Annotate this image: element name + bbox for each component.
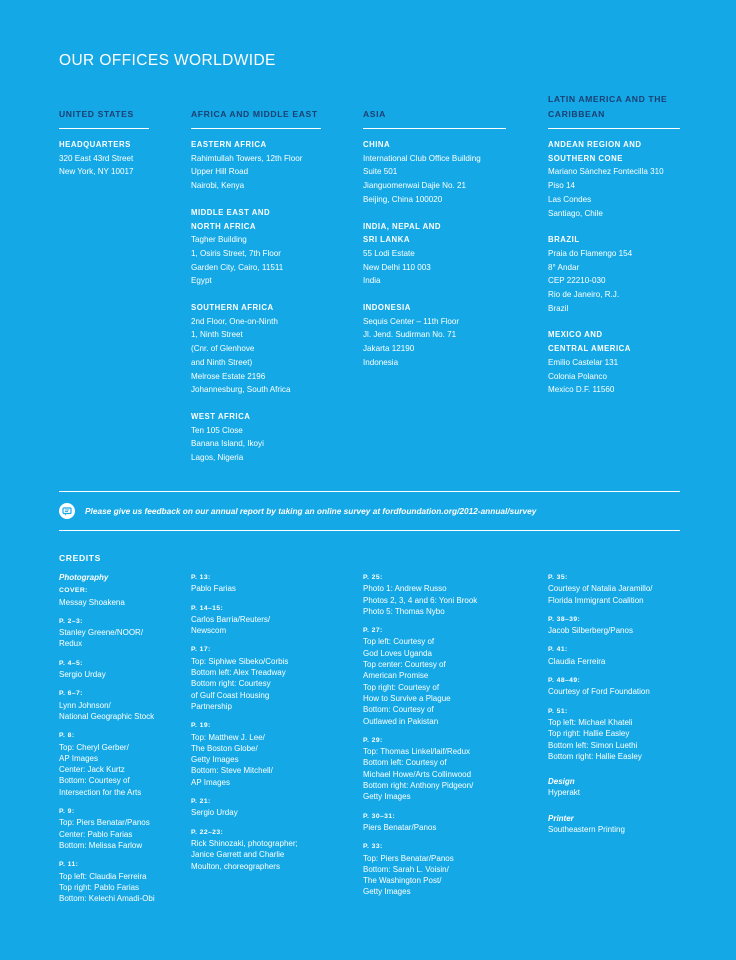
credit-line: Janice Garrett and Charlie — [191, 850, 285, 860]
office-mexico-central-america — [548, 328, 680, 397]
divider-top — [59, 491, 680, 492]
credit-line: Top right: Pablo Farias — [59, 882, 140, 892]
credit-block — [548, 644, 680, 667]
office-name: ANDEAN REGION AND — [548, 140, 642, 149]
credit-line: Top: Cheryl Gerber/ — [59, 742, 129, 752]
credit-block — [363, 735, 513, 803]
credit-line: Top left: Claudia Ferreira — [59, 871, 147, 881]
credit-block — [548, 813, 680, 836]
credit-block — [59, 572, 184, 583]
credit-line: Sergio Urday — [191, 808, 238, 818]
address-line: Banana Island, Ikoyi — [191, 439, 264, 449]
credit-line: Sergio Urday — [59, 670, 106, 680]
credit-line: of Gulf Coast Housing — [191, 690, 270, 700]
credit-subheading: Design — [548, 777, 575, 787]
credit-page: P. 13: — [191, 574, 211, 581]
address-line: New York, NY 10017 — [59, 167, 134, 177]
chat-bubble-icon — [59, 503, 75, 519]
credit-block — [59, 688, 184, 722]
credit-page: P. 14–15: — [191, 604, 224, 612]
office-name: WEST AFRICA — [191, 411, 251, 421]
credit-line: Moulton, choreographers — [191, 861, 280, 871]
credit-page: P. 2–3: — [59, 617, 83, 625]
credit-block — [548, 675, 680, 698]
region-asia — [363, 90, 506, 370]
credit-block — [363, 572, 513, 617]
office-indonesia — [363, 301, 506, 370]
credit-line: AP Images — [59, 753, 98, 763]
address-line: 1, Osiris Street, 7th Floor — [191, 248, 281, 258]
credit-block — [548, 706, 680, 762]
credit-line: Stanley Greene/NOOR/ — [59, 628, 144, 638]
office-name: NORTH AFRICA — [191, 221, 257, 231]
address-line: New Delhi 110 003 — [363, 262, 431, 272]
office-name: EASTERN AFRICA — [191, 140, 267, 149]
credit-page: P. 35: — [548, 574, 568, 581]
credit-block — [363, 841, 513, 897]
region-heading-line: LATIN AMERICA AND — [548, 94, 646, 104]
office-name: BRAZIL — [548, 235, 580, 245]
address-line: and Ninth Street) — [191, 357, 253, 367]
credit-line: Getty Images — [191, 755, 239, 765]
address-line: Rahimtullah Towers, 12th Floor — [191, 153, 303, 163]
address-line: Upper Hill Road — [191, 167, 249, 177]
region-heading-line: AFRICA AND — [191, 109, 250, 119]
credit-page: P. 19: — [191, 722, 211, 730]
credit-page: P. 17: — [191, 646, 211, 654]
credit-line: Intersection for the Arts — [59, 787, 142, 797]
credit-line: God Loves Uganda — [363, 648, 432, 658]
address-line: Praia do Flamengo 154 — [548, 248, 633, 258]
credit-page: P. 11: — [59, 861, 79, 869]
credit-line: The Boston Globe/ — [191, 743, 258, 753]
credit-line: Hyperakt — [548, 788, 581, 798]
credit-page: P. 6–7: — [59, 690, 83, 698]
credit-page: P. 21: — [191, 798, 211, 806]
credit-page: P. 4–5: — [59, 659, 83, 667]
credit-line: Bottom left: Courtesy of — [363, 758, 447, 768]
credit-line: Outlawed in Pakistan — [363, 716, 439, 726]
credit-block — [191, 796, 331, 819]
address-line: Emilio Castelar 131 — [548, 357, 619, 367]
office-name: CHINA — [363, 140, 391, 149]
credit-line: Top: Siphiwe Sibeko/Corbis — [191, 656, 289, 666]
credit-block — [59, 616, 184, 650]
region-heading-line: ASIA — [363, 109, 386, 119]
credit-line: Bottom: Courtesy of — [59, 776, 130, 786]
credit-line: Top: Thomas Linkel/laif/Redux — [363, 747, 471, 757]
credit-page: P. 29: — [363, 736, 383, 744]
credit-line: Bottom right: Courtesy — [191, 679, 271, 689]
office-name: MIDDLE EAST AND — [191, 207, 271, 217]
address-line: 8° Andar — [548, 262, 580, 272]
credit-line: Top: Piers Benatar/Panos — [363, 853, 454, 863]
address-line: Jianguomenwai Dajie No. 21 — [363, 181, 467, 191]
credits-column-3 — [363, 572, 513, 906]
credit-line: Top left: Courtesy of — [363, 637, 435, 647]
office-andean-southern-cone — [548, 138, 680, 220]
region-heading — [59, 90, 149, 129]
credit-line: Courtesy of Natalia Jaramillo/ — [548, 584, 653, 594]
region-heading-line: UNITED STATES — [59, 109, 134, 119]
credit-line: Photo 1: Andrew Russo — [363, 584, 447, 594]
address-line: Jl. Jend. Sudirman No. 71 — [363, 330, 457, 340]
office-name: MEXICO AND — [548, 330, 603, 340]
office-west-africa — [191, 410, 321, 465]
credits-column-1 — [59, 572, 184, 912]
office-name: SRI LANKA — [363, 235, 410, 245]
region-heading-line: MIDDLE EAST — [252, 109, 318, 119]
credit-line: Bottom: Melissa Farlow — [59, 840, 143, 850]
office-china — [363, 138, 506, 207]
credit-block — [59, 658, 184, 681]
credits-title: CREDITS — [59, 553, 101, 563]
credit-page: P. 22–23: — [191, 828, 224, 836]
credit-line: Southeastern Printing — [548, 825, 625, 835]
credit-line: Carlos Barria/Reuters/ — [191, 614, 271, 624]
address-line: International Club Office Building — [363, 153, 481, 163]
credit-line: Rick Shinozaki, photographer; — [191, 838, 298, 848]
address-line: Melrose Estate 2196 — [191, 371, 266, 381]
credit-line: Center: Pablo Farias — [59, 829, 133, 839]
credit-page: P. 30–31: — [363, 812, 396, 820]
credit-line: Top right: Hallie Easley — [548, 729, 630, 739]
credit-line: Bottom right: Hallie Easley — [548, 751, 642, 761]
credit-line: Getty Images — [363, 792, 411, 802]
region-heading — [548, 90, 680, 129]
address-line: Tagher Building — [191, 235, 247, 245]
credit-block — [548, 776, 680, 799]
address-line: Indonesia — [363, 357, 399, 367]
credit-line: Lynn Johnson/ — [59, 700, 111, 710]
office-name: SOUTHERN AFRICA — [191, 303, 274, 313]
office-name: SOUTHERN CONE — [548, 153, 623, 163]
credit-page: P. 27: — [363, 627, 383, 635]
credit-block — [191, 644, 331, 712]
credit-line: Messay Shoakena — [59, 597, 125, 607]
credit-line: Top: Piers Benatar/Panos — [59, 818, 150, 828]
address-line: Santiago, Chile — [548, 208, 603, 218]
address-line: Las Condes — [548, 194, 592, 204]
address-line: Ten 105 Close — [191, 425, 243, 435]
credit-block — [548, 572, 680, 606]
region-heading — [363, 90, 506, 129]
address-line: Brazil — [548, 303, 569, 313]
address-line: Lagos, Nigeria — [191, 453, 244, 463]
credit-line: Top left: Michael Khateli — [548, 717, 633, 727]
credit-line: Jacob Silberberg/Panos — [548, 626, 633, 636]
credit-block — [363, 811, 513, 834]
credit-line: Bottom: Steve Mitchell/ — [191, 766, 273, 776]
credit-block — [363, 625, 513, 727]
address-line: Nairobi, Kenya — [191, 181, 245, 191]
office-brazil — [548, 233, 680, 315]
address-line: Johannesburg, South Africa — [191, 385, 291, 395]
address-line: 2nd Floor, One-on-Ninth — [191, 316, 278, 326]
credits-column-4 — [548, 572, 680, 843]
address-line: Suite 501 — [363, 167, 398, 177]
address-line: Mexico D.F. 11560 — [548, 385, 615, 395]
address-line: 320 East 43rd Street — [59, 153, 134, 163]
credit-block — [191, 720, 331, 788]
credit-block — [191, 603, 331, 637]
credit-subheading: Photography — [59, 573, 109, 582]
credit-page: P. 48–49: — [548, 677, 581, 685]
credit-line: Photo 5: Thomas Nybo — [363, 606, 445, 616]
address-line: Garden City, Cairo, 11511 — [191, 262, 284, 272]
address-line: Colonia Polanco — [548, 371, 607, 381]
region-africa-middle-east — [191, 90, 321, 465]
region-united-states — [59, 90, 149, 179]
region-heading-line: THE CARIBBEAN — [548, 94, 668, 119]
credit-line: The Washington Post/ — [363, 876, 442, 886]
credit-page: P. 33: — [363, 843, 383, 851]
address-line: India — [363, 276, 381, 286]
office-india-nepal-sri-lanka — [363, 220, 506, 289]
credit-line: Redux — [59, 639, 83, 649]
address-line: Piso 14 — [548, 181, 575, 191]
credit-line: Michael Howe/Arts Collinwood — [363, 769, 472, 779]
feedback-banner — [59, 503, 536, 519]
office-name: HEADQUARTERS — [59, 140, 131, 149]
credit-line: Photos 2, 3, 4 and 6: Yoni Brook — [363, 595, 478, 605]
credit-line: Piers Benatar/Panos — [363, 822, 437, 832]
address-line: Jakarta 12190 — [363, 344, 415, 354]
credit-page: P. 41: — [548, 646, 568, 654]
address-line: Rio de Janeiro, R.J. — [548, 290, 620, 300]
credit-line: Newscom — [191, 626, 227, 636]
credit-line: Claudia Ferreira — [548, 656, 606, 666]
credit-line: Bottom right: Anthony Pidgeon/ — [363, 781, 474, 791]
credit-line: Bottom: Sarah L. Voisin/ — [363, 864, 449, 874]
credit-page: P. 25: — [363, 574, 383, 581]
credit-block — [59, 730, 184, 798]
credit-page: P. 9: — [59, 808, 75, 816]
credit-block — [548, 614, 680, 637]
address-line: (Cnr. of Glenhove — [191, 344, 255, 354]
credit-block — [191, 827, 331, 872]
address-line: Mariano Sánchez Fontecilla 310 — [548, 167, 664, 177]
credit-block — [59, 585, 184, 608]
address-line: Beijing, China 100020 — [363, 194, 443, 204]
office-headquarters — [59, 138, 149, 179]
credit-line: Florida Immigrant Coalition — [548, 595, 644, 605]
credit-line: Bottom left: Alex Treadway — [191, 668, 286, 678]
credit-line: Pablo Farias — [191, 584, 236, 594]
region-latin-america — [548, 90, 680, 397]
address-line: Sequis Center – 11th Floor — [363, 316, 460, 326]
office-southern-africa — [191, 301, 321, 397]
credit-block — [59, 806, 184, 851]
credit-line: Top right: Courtesy of — [363, 682, 440, 692]
page-title: OUR OFFICES WORLDWIDE — [59, 52, 276, 69]
credit-line: American Promise — [363, 671, 429, 681]
region-heading — [191, 90, 321, 129]
credit-subheading: Printer — [548, 813, 574, 823]
feedback-link[interactable]: Please give us feedback on our annual report by taking an online survey at fordfoundation.org/2012-annual/survey — [85, 506, 537, 516]
office-eastern-africa — [191, 138, 321, 193]
credit-line: Courtesy of Ford Foundation — [548, 687, 650, 697]
credit-line: AP Images — [191, 777, 230, 787]
office-name: CENTRAL AMERICA — [548, 344, 631, 354]
credit-line: Top: Matthew J. Lee/ — [191, 732, 265, 742]
credit-page: COVER: — [59, 587, 88, 595]
office-middle-east-north-africa — [191, 206, 321, 288]
credit-line: Top center: Courtesy of — [363, 660, 446, 670]
credit-line: Bottom left: Simon Luethi — [548, 740, 638, 750]
address-line: 1, Ninth Street — [191, 330, 243, 340]
credit-page: P. 38–39: — [548, 615, 581, 623]
credit-line: Bottom: Courtesy of — [363, 705, 434, 715]
credit-block — [191, 572, 331, 595]
address-line: CEP 22210-030 — [548, 276, 606, 286]
credit-line: National Geographic Stock — [59, 711, 155, 721]
office-name: INDONESIA — [363, 303, 411, 313]
credit-line: Getty Images — [363, 887, 411, 897]
address-line: 55 Lodi Estate — [363, 248, 415, 258]
office-name: INDIA, NEPAL AND — [363, 221, 442, 231]
divider-bottom — [59, 530, 680, 531]
credit-block — [59, 859, 184, 904]
credit-line: Center: Jack Kurtz — [59, 765, 125, 775]
credit-line: Bottom: Kelechi Amadi-Obi — [59, 894, 155, 904]
address-line: Egypt — [191, 276, 212, 286]
credit-page: P. 8: — [59, 732, 75, 740]
credit-line: Partnership — [191, 701, 232, 711]
credits-column-2 — [191, 572, 331, 880]
credit-line: How to Survive a Plague — [363, 693, 451, 703]
credit-page: P. 51: — [548, 707, 568, 715]
